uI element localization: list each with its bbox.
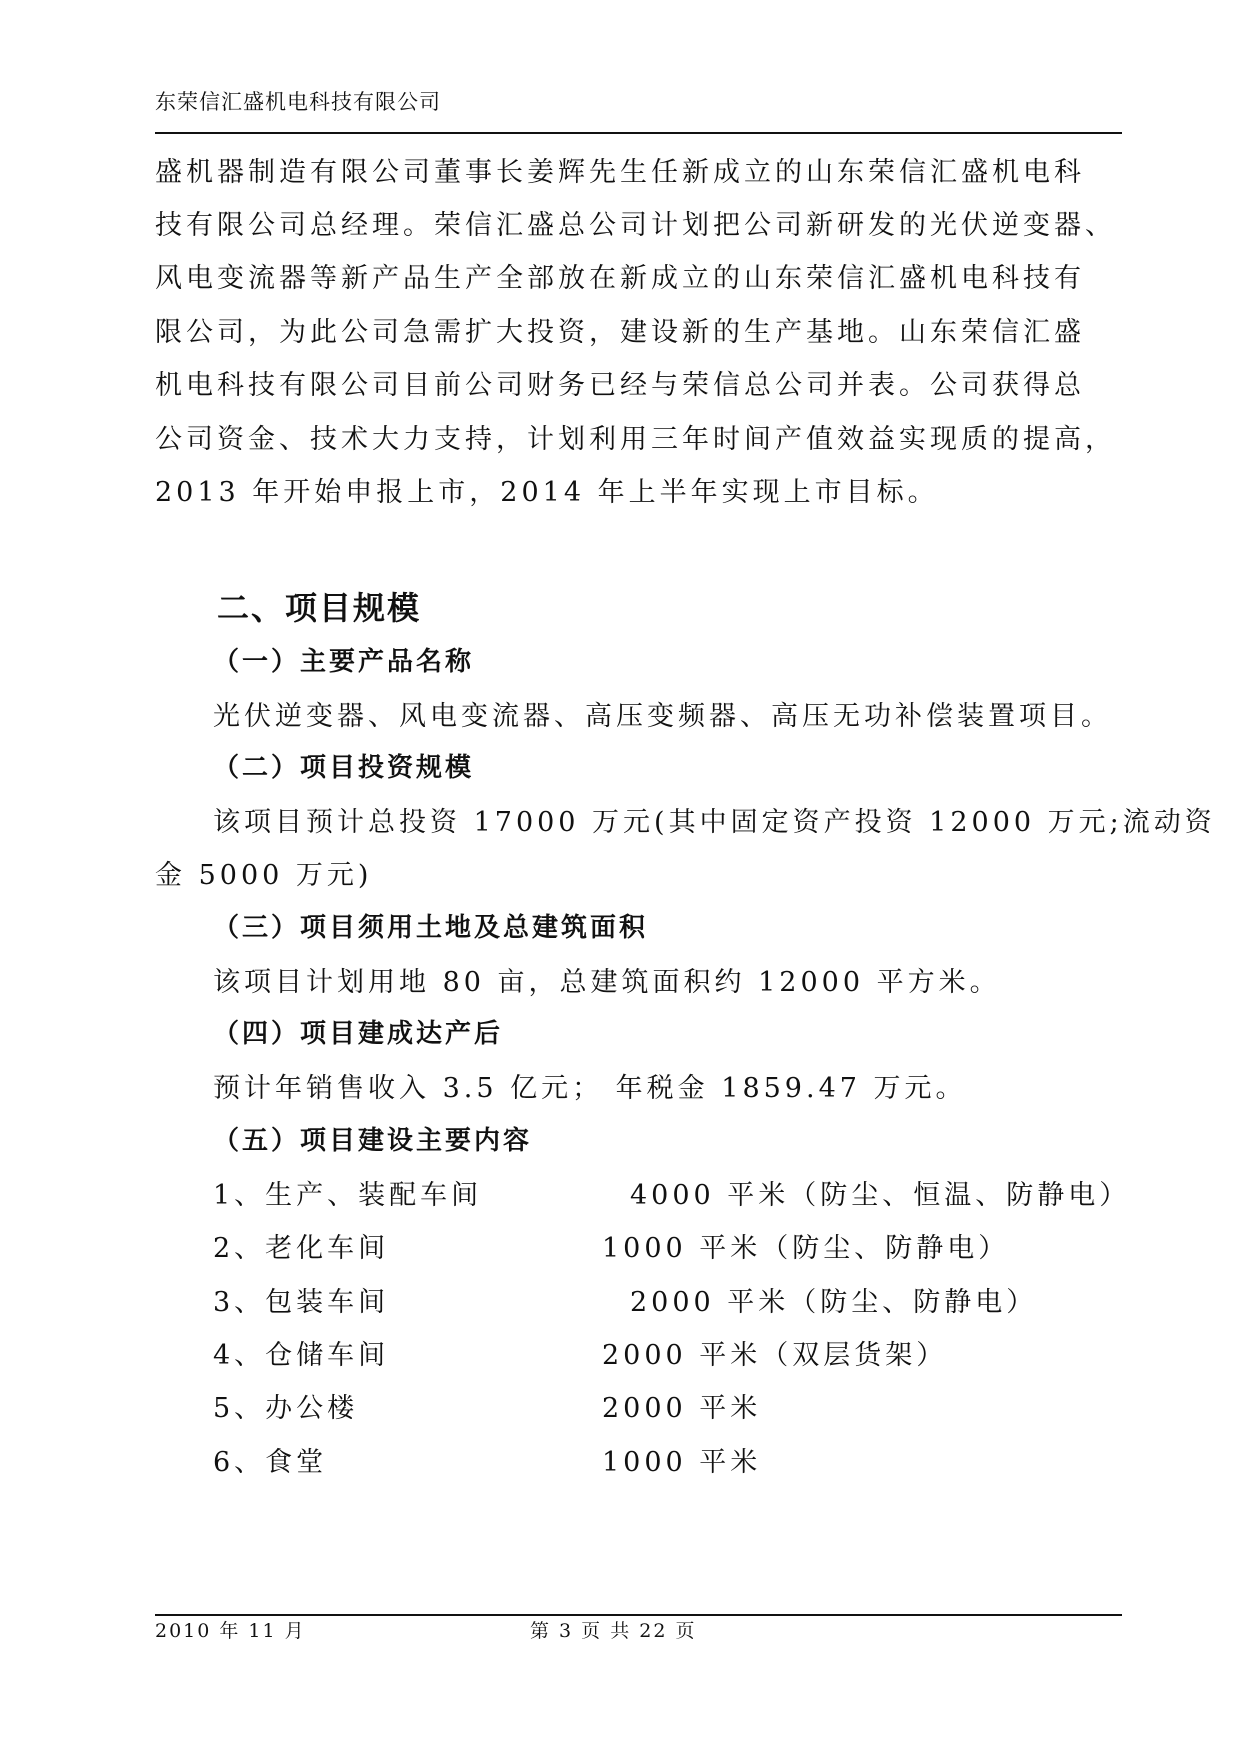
construction-item-area: 1000 平米（防尘、防静电） <box>602 1233 1010 1264</box>
footer-page-number: 第 3 页 共 22 页 <box>530 1620 697 1642</box>
construction-item-label: 1、生产、装配车间 <box>213 1180 483 1211</box>
footer-date: 2010 年 11 月 <box>155 1620 306 1642</box>
running-header: 东荣信汇盛机电科技有限公司 <box>155 90 441 114</box>
construction-item-area: 1000 平米 <box>602 1447 762 1478</box>
construction-item-area: 2000 平米 <box>602 1393 762 1424</box>
subheading-products: （一）主要产品名称 <box>213 647 475 677</box>
intro-line: 2013 年开始申报上市，2014 年上半年实现上市目标。 <box>155 477 939 508</box>
investment-text-line2: 金 5000 万元) <box>155 860 373 891</box>
construction-item-label: 6、食堂 <box>213 1447 328 1478</box>
intro-line: 公司资金、技术大力支持，计划利用三年时间产值效益实现质的提高， <box>155 424 1116 455</box>
products-text: 光伏逆变器、风电变流器、高压变频器、高压无功补偿装置项目。 <box>213 701 1112 732</box>
construction-item-label: 2、老化车间 <box>213 1233 390 1264</box>
construction-item-label: 5、办公楼 <box>213 1393 359 1424</box>
land-text: 该项目计划用地 80 亩，总建筑面积约 12000 平方米。 <box>213 967 1001 998</box>
subheading-investment: （二）项目投资规模 <box>213 753 475 783</box>
construction-item-label: 4、仓储车间 <box>213 1340 390 1371</box>
construction-item-area: 2000 平米（双层货架） <box>602 1340 948 1371</box>
subheading-output: （四）项目建成达产后 <box>213 1019 504 1049</box>
intro-line: 限公司，为此公司急需扩大投资，建设新的生产基地。山东荣信汇盛 <box>155 317 1085 348</box>
investment-text-line1: 该项目预计总投资 17000 万元(其中固定资产投资 12000 万元;流动资 <box>213 807 1216 838</box>
subheading-construction: （五）项目建设主要内容 <box>213 1126 533 1156</box>
header-divider <box>155 132 1122 134</box>
intro-line: 机电科技有限公司目前公司财务已经与荣信总公司并表。公司获得总 <box>155 370 1085 401</box>
construction-item-area: 4000 平米（防尘、恒温、防静电） <box>630 1180 1131 1211</box>
construction-item-area: 2000 平米（防尘、防静电） <box>630 1287 1038 1318</box>
output-text: 预计年销售收入 3.5 亿元； 年税金 1859.47 万元。 <box>213 1073 967 1104</box>
construction-item-label: 3、包装车间 <box>213 1287 390 1318</box>
intro-line: 风电变流器等新产品生产全部放在新成立的山东荣信汇盛机电科技有 <box>155 263 1085 294</box>
intro-line: 盛机器制造有限公司董事长姜辉先生任新成立的山东荣信汇盛机电科 <box>155 157 1085 188</box>
section-title: 二、项目规模 <box>217 589 422 627</box>
subheading-land: （三）项目须用土地及总建筑面积 <box>213 913 649 943</box>
intro-line: 技有限公司总经理。荣信汇盛总公司计划把公司新研发的光伏逆变器、 <box>155 210 1116 241</box>
